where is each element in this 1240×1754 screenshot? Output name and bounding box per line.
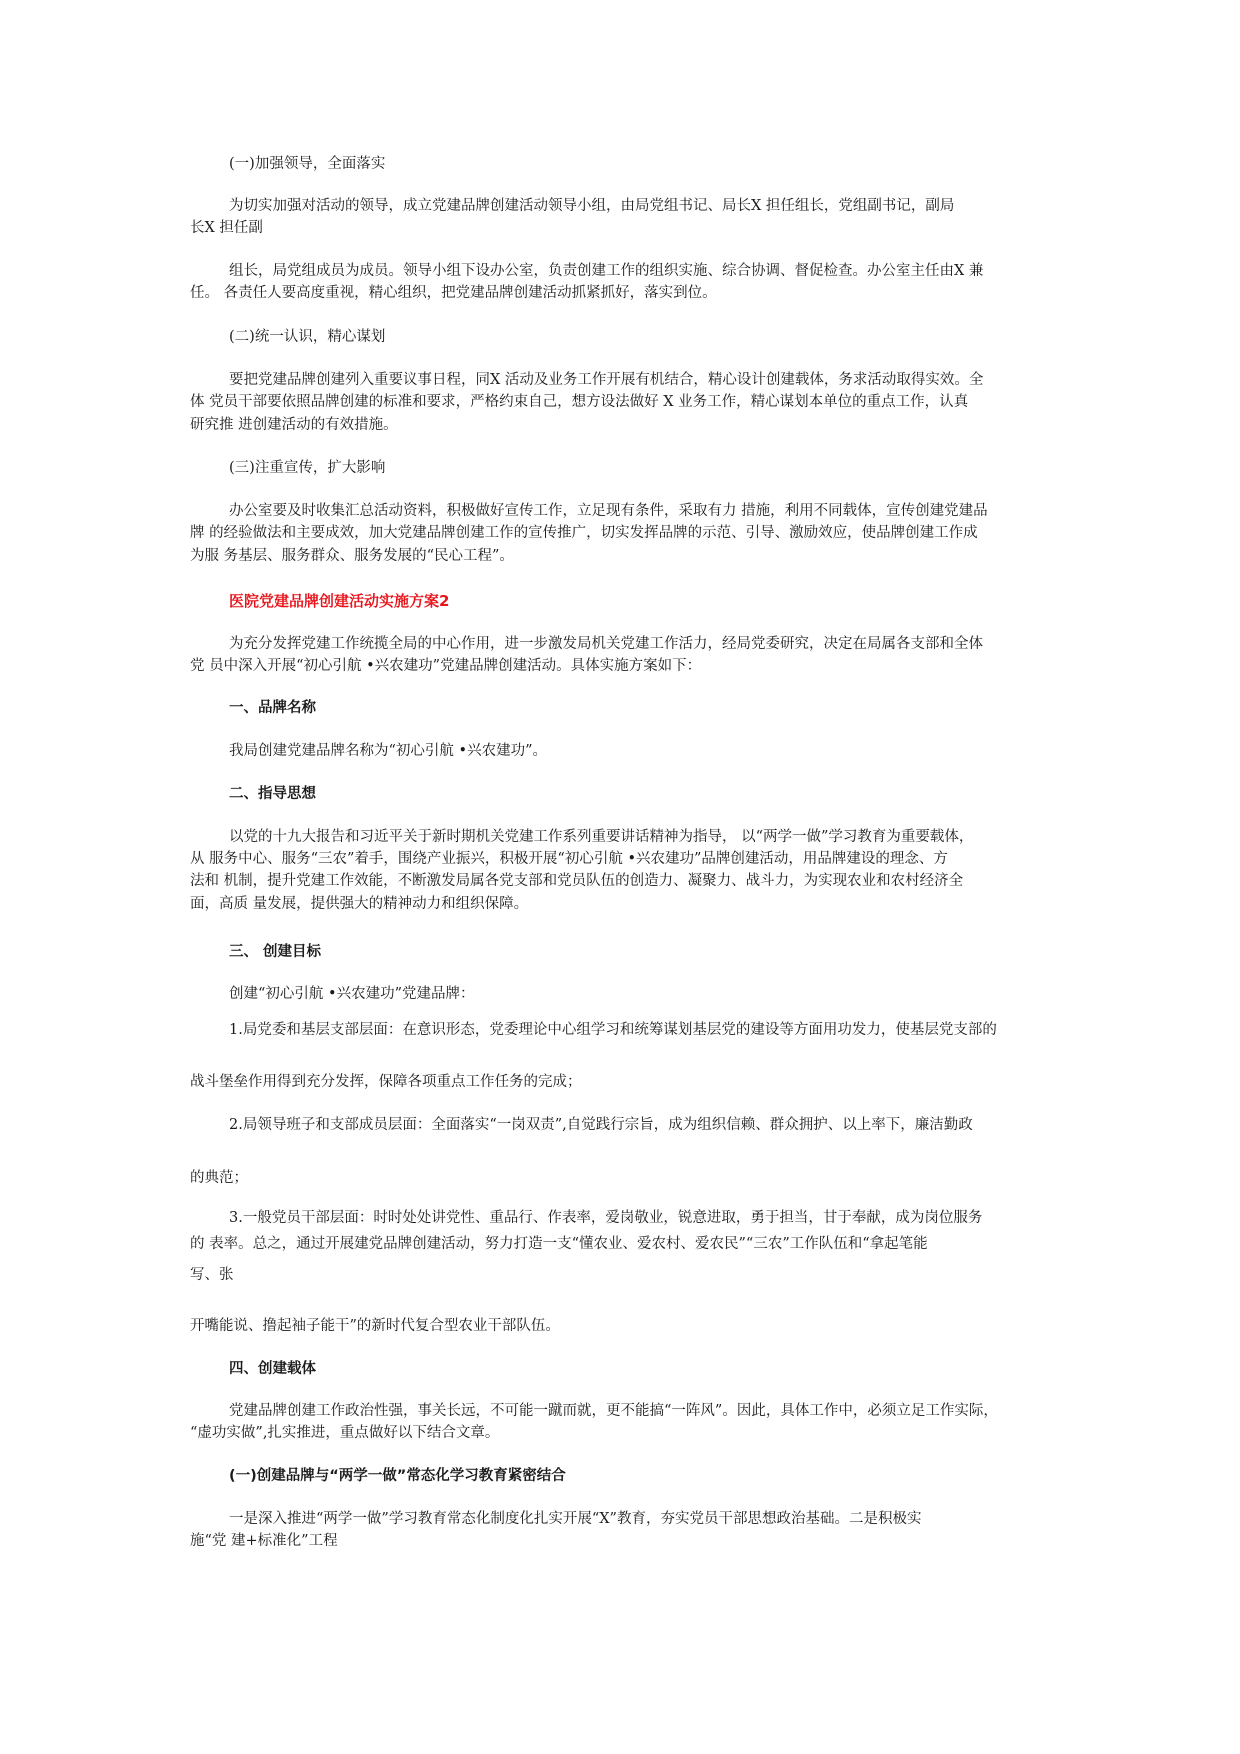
paragraph-line: 牌 的经验做法和主要成效，加大党建品牌创建工作的宣传推广，切实发挥品牌的示范、引导、激励效应，使品牌创建工作成: [190, 525, 978, 541]
paragraph-line: 施“党 建+标准化”工程: [190, 1533, 338, 1549]
section-heading: (一)加强领导，全面落实: [229, 156, 386, 172]
paragraph-line: 研究推 进创建活动的有效措施。: [190, 417, 398, 433]
paragraph-line: 为服 务基层、服务群众、服务发展的“民心工程”。: [190, 548, 514, 564]
paragraph-line: 体 党员干部要依照品牌创建的标准和要求，严格约束自己，想方设法做好 X 业务工作，精心谋划本单位的重点工作，认真: [190, 394, 969, 410]
paragraph-line: “虚功实做”,扎实推进，重点做好以下结合文章。: [190, 1425, 500, 1441]
section-heading: (三)注重宣传，扩大影响: [229, 460, 386, 476]
paragraph-line: 2.局领导班子和支部成员层面：全面落实“一岗双责”,自觉践行宗旨，成为组织信赖、群众拥护、以上率下，廉洁勤政: [229, 1117, 973, 1133]
paragraph-line: 以党的十九大报告和习近平关于新时期机关党建工作系列重要讲话精神为指导， 以“两学一做”学习教育为重要载体，: [229, 829, 974, 845]
paragraph-line: 我局创建党建品牌名称为“初心引航 •兴农建功”。: [229, 743, 547, 759]
section-heading: (一)创建品牌与“两学一做”常态化学习教育紧密结合: [229, 1468, 566, 1484]
paragraph-line: 面，高质 量发展，提供强大的精神动力和组织保障。: [190, 896, 529, 912]
paragraph-line: 开嘴能说、撸起袖子能干”的新时代复合型农业干部队伍。: [190, 1318, 560, 1334]
paragraph-line: 要把党建品牌创建列入重要议事日程，同X 活动及业务工作开展有机结合，精心设计创建载体，务求活动取得实效。全: [229, 372, 984, 388]
section-heading: 四、创建载体: [229, 1361, 316, 1377]
paragraph-line: 从 服务中心、服务“三农”着手，围绕产业振兴，积极开展“初心引航 •兴农建功”品牌创建活动，用品牌建设的理念、方: [190, 851, 948, 867]
paragraph-line: 战斗堡垒作用得到充分发挥，保障各项重点工作任务的完成；: [190, 1074, 582, 1090]
paragraph-line: 1.局党委和基层支部层面：在意识形态，党委理论中心组学习和统筹谋划基层党的建设等方面用功发力，使基层党支部的: [229, 1022, 997, 1038]
paragraph-line: 的 表率。总之，通过开展建党品牌创建活动，努力打造一支“懂农业、爱农村、爱农民”“三农”工作队伍和“拿起笔能: [190, 1236, 928, 1252]
paragraph-line: 组长，局党组成员为成员。领导小组下设办公室，负责创建工作的组织实施、综合协调、督促检查。办公室主任由X 兼: [229, 263, 984, 279]
section-heading: 一、品牌名称: [229, 700, 316, 716]
paragraph-line: 一是深入推进“两学一做”学习教育常态化制度化扎实开展“X”教育，夯实党员干部思想政治基础。二是积极实: [229, 1511, 922, 1527]
paragraph-line: 为充分发挥党建工作统揽全局的中心作用，进一步激发局机关党建工作活力，经局党委研究，决定在局属各支部和全体: [229, 636, 983, 652]
paragraph-line: 的典范；: [190, 1170, 248, 1186]
paragraph-line: 党建品牌创建工作政治性强，事关长远，不可能一蹴而就，更不能搞“一阵风”。因此，具体工作中，必须立足工作实际，: [229, 1403, 998, 1419]
document-title: 医院党建品牌创建活动实施方案2: [229, 592, 450, 610]
paragraph-line: 任。 各责任人要高度重视，精心组织，把党建品牌创建活动抓紧抓好，落实到位。: [190, 285, 717, 301]
paragraph-line: 为切实加强对活动的领导，成立党建品牌创建活动领导小组，由局党组书记、局长X 担任组长，党组副书记，副局: [229, 198, 955, 214]
paragraph-line: 写、张: [190, 1267, 234, 1283]
section-heading: 三、 创建目标: [229, 944, 322, 960]
paragraph-line: 长X 担任副: [190, 220, 263, 236]
section-heading: 二、指导思想: [229, 786, 316, 802]
paragraph-line: 3.一般党员干部层面：时时处处讲党性、重品行、作表率，爱岗敬业，锐意进取，勇于担当，甘于奉献，成为岗位服务: [229, 1210, 983, 1226]
section-heading: (二)统一认识，精心谋划: [229, 329, 386, 345]
paragraph-line: 办公室要及时收集汇总活动资料，积极做好宣传工作，立足现有条件，采取有力 措施，利用不同载体，宣传创建党建品: [229, 503, 988, 519]
paragraph-line: 法和 机制，提升党建工作效能，不断激发局属各党支部和党员队伍的创造力、凝聚力、战斗力，为实现农业和农村经济全: [190, 873, 964, 889]
paragraph-line: 党 员中深入开展“初心引航 •兴农建功”党建品牌创建活动。具体实施方案如下：: [190, 658, 702, 674]
paragraph-line: 创建“初心引航 •兴农建功”党建品牌：: [229, 986, 475, 1002]
